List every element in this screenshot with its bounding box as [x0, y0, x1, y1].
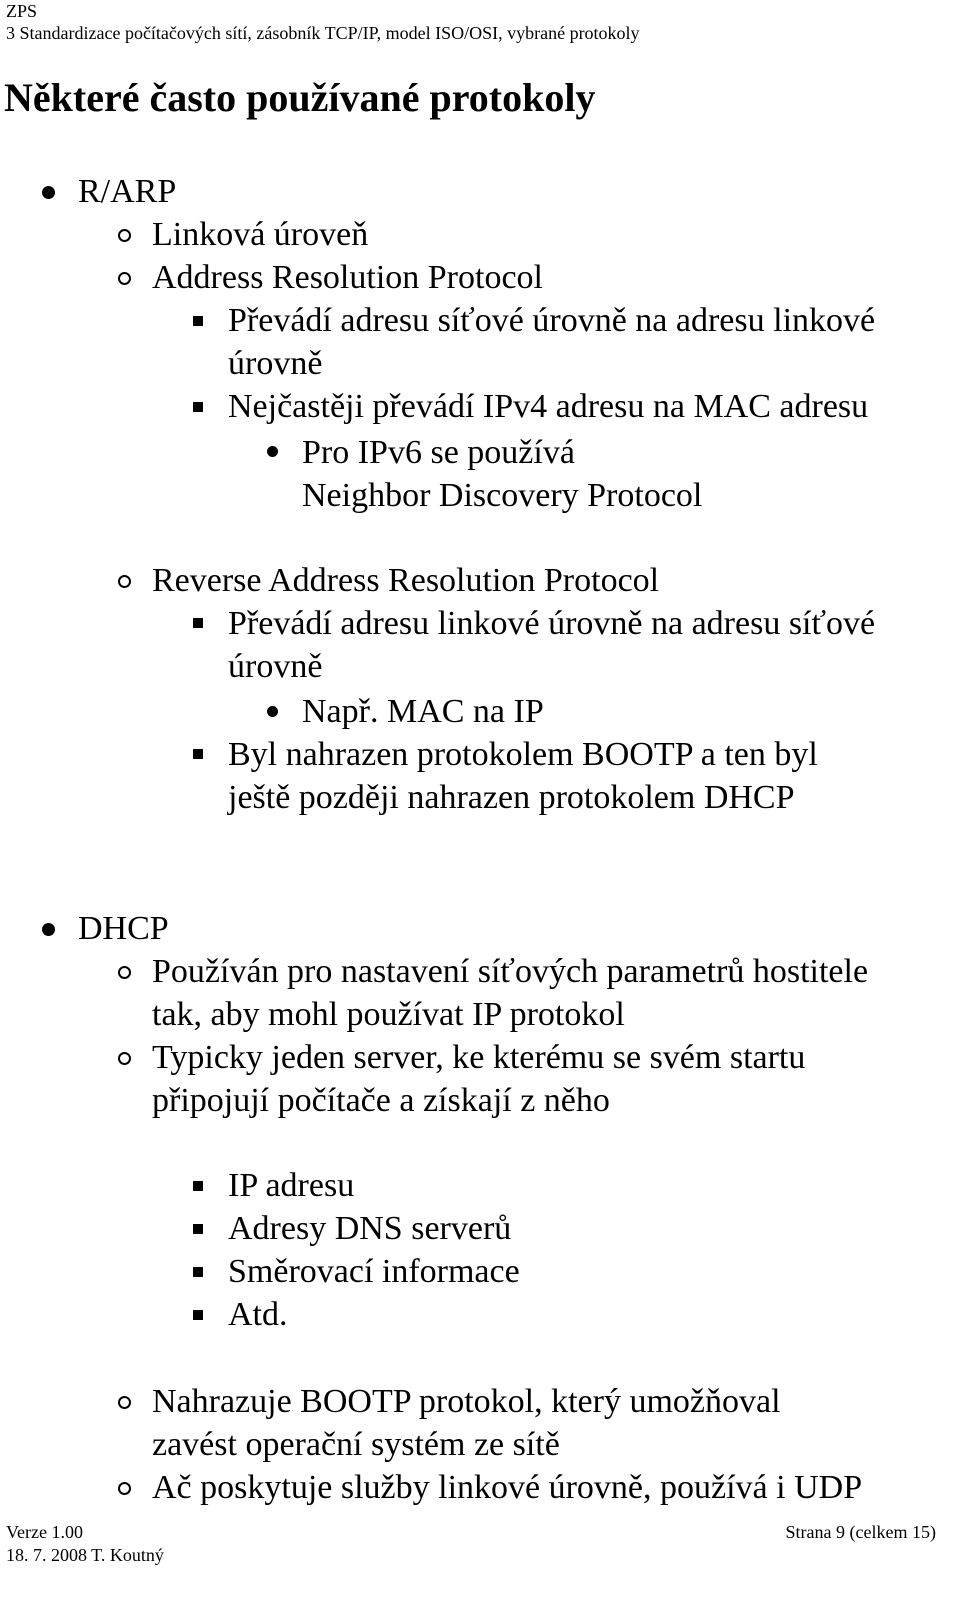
dhcp-used-line-2: tak, aby mohl používat IP protokol	[152, 996, 625, 1033]
bullet-dot-icon	[42, 186, 55, 199]
dhcp-server-line-2: připojují počítače a získají z něho	[152, 1082, 610, 1119]
rarp-bullet-1-line-2: úrovně	[228, 648, 323, 685]
arp-bullet-1-line-1: Převádí adresu síťové úrovně na adresu linkové	[228, 302, 876, 339]
dhcp-item-etc: Atd.	[228, 1296, 288, 1333]
dhcp-item-ip: IP adresu	[228, 1167, 355, 1204]
bullet-circle-icon	[118, 1052, 131, 1065]
dhcp-replaces-line-1: Nahrazuje BOOTP protokol, který umožňoval	[152, 1383, 781, 1420]
header-course: ZPS	[6, 1, 38, 21]
footer-date-author: 18. 7. 2008 T. Koutný	[6, 1545, 164, 1565]
bullet-square-icon	[193, 1224, 203, 1234]
bullet-square-icon	[193, 1267, 203, 1277]
bullet-circle-icon	[118, 229, 131, 242]
reverse-arp-name: Reverse Address Resolution Protocol	[152, 562, 660, 599]
rarp-bullet-2-line-2: ještě později nahrazen protokolem DHCP	[228, 779, 795, 816]
bullet-square-icon	[193, 618, 203, 628]
dhcp-udp: Ač poskytuje služby linkové úrovně, používá i UDP	[152, 1469, 863, 1506]
dhcp-item-dns: Adresy DNS serverů	[228, 1210, 512, 1247]
bullet-circle-icon	[118, 966, 131, 979]
dhcp-used-line-1: Používán pro nastavení síťových parametrů hostitele	[152, 953, 869, 990]
dhcp-replaces-line-2: zavést operační systém ze sítě	[152, 1426, 560, 1463]
bullet-circle-icon	[118, 1482, 131, 1495]
arp-bullet-2: Nejčastěji převádí IPv4 adresu na MAC adresu	[228, 388, 869, 425]
bullet-square-icon	[193, 749, 203, 759]
rarp-example: Např. MAC na IP	[302, 693, 544, 730]
rarp-bullet-2-line-1: Byl nahrazen protokolem BOOTP a ten byl	[228, 736, 818, 773]
dhcp-heading: DHCP	[78, 910, 169, 947]
rarp-bullet-1-line-1: Převádí adresu linkové úrovně na adresu síťové	[228, 605, 876, 642]
rarp-heading: R/ARP	[78, 173, 177, 210]
bullet-square-icon	[193, 1181, 203, 1191]
bullet-square-icon	[193, 402, 203, 412]
bullet-circle-icon	[118, 575, 131, 588]
bullet-dot-icon	[267, 446, 278, 457]
ipv6-line-1: Pro IPv6 se používá	[302, 434, 575, 471]
ipv6-line-2: Neighbor Discovery Protocol	[302, 477, 703, 514]
footer-page-number: Strana 9 (celkem 15)	[785, 1522, 936, 1542]
bullet-square-icon	[193, 316, 203, 326]
dhcp-item-routing: Směrovací informace	[228, 1253, 520, 1290]
arp-name: Address Resolution Protocol	[152, 259, 543, 296]
footer-version: Verze 1.00	[6, 1522, 83, 1542]
bullet-square-icon	[193, 1310, 203, 1320]
bullet-dot-icon	[42, 923, 55, 936]
header-chapter: 3 Standardizace počítačových sítí, zásobník TCP/IP, model ISO/OSI, vybrané protokoly	[6, 23, 640, 43]
bullet-circle-icon	[118, 1396, 131, 1409]
link-level-item: Linková úroveň	[152, 216, 369, 253]
bullet-dot-icon	[267, 706, 278, 717]
dhcp-server-line-1: Typicky jeden server, ke kterému se svém startu	[152, 1039, 806, 1076]
arp-bullet-1-line-2: úrovně	[228, 345, 323, 382]
bullet-circle-icon	[118, 272, 131, 285]
page-title: Některé často používané protokoly	[4, 75, 596, 120]
